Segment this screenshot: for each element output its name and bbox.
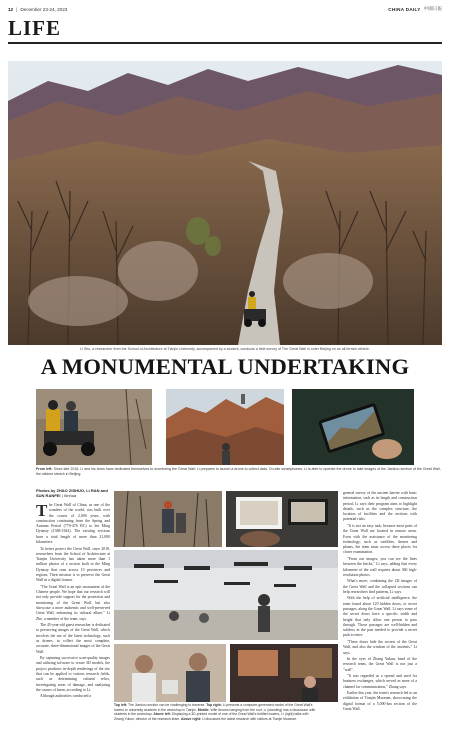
caption-text: With drones hanging from the roof, Li (standing) has a discussion with students in the workshop. bbox=[114, 707, 316, 717]
article-paragraph: With the help of artificial intelligence, the team found about 120 hidden doors, or secret passages, along the Great Wall. Li says some of the secret doors have a specific width and height that only allow one person to pass through. Those passages are well-hidden and soldiers in the past needed to provide a secret path to enter. bbox=[343, 596, 417, 638]
article-paragraph: Although authorities conducted a bbox=[40, 694, 92, 699]
photo-team-atv bbox=[36, 389, 152, 465]
section-rule bbox=[8, 42, 442, 44]
article-paragraph: general survey of the ancient barrier with basic information, such as its length and construction period, Li says their program aims to highlight details, such as the complex structure, the location of facilities and the sections with potential risks. bbox=[343, 491, 417, 522]
caption-text: Li presents a computer-generated model of the Great Wall's towers to university students in the workshop in Tianjin. bbox=[114, 703, 313, 712]
page-number: 12 bbox=[8, 6, 14, 12]
article-column-3 bbox=[343, 491, 417, 714]
masthead-chinese: 中國日報 bbox=[423, 6, 442, 11]
caption-lead: Above left: bbox=[153, 712, 171, 717]
caption-top-photos bbox=[36, 467, 444, 477]
caption-lead: From left: bbox=[36, 467, 53, 471]
caption-lead: Middle: bbox=[197, 707, 210, 712]
article-paragraph: "It is not an easy task, because most parts of the Great Wall are located in remote areas. Even with the assistance of the monitoring technology, such as satellites, drones and planes, the team must access these places for closer examination. bbox=[343, 523, 417, 555]
caption-lead: Top right: bbox=[206, 703, 222, 707]
drop-cap: T bbox=[36, 501, 48, 520]
header-separator: | bbox=[16, 6, 18, 12]
caption-lead: Top left: bbox=[114, 703, 128, 707]
photo-3d-printed-model bbox=[114, 644, 226, 702]
section-title: LIFE bbox=[8, 16, 62, 40]
article-paragraph: What's more, combining the 2D images of the Great Wall and the collapsed sections can help researchers find patterns, Li says. bbox=[343, 579, 417, 594]
article-paragraph: "From our images, you can see the lines between the bricks," Li says, adding that every kilometer of the wall requires about 360 high-resolution photos. bbox=[343, 556, 417, 577]
photo-computer-model bbox=[226, 491, 338, 547]
article-column-1 bbox=[36, 503, 110, 701]
headline: A MONUMENTAL UNDERTAKING bbox=[40, 354, 410, 379]
issue-date: December 23-24, 2023 bbox=[20, 6, 68, 12]
page-header bbox=[8, 4, 442, 14]
caption-text: The Jiankou section can be challenging to traverse. bbox=[127, 703, 206, 707]
caption-text: Displaying a 3D-printed model of one of the Great Wall's fortified towers, Li (right) talks with Zhang Yukun, director of the research team. bbox=[114, 712, 309, 721]
article-paragraph: In the eyes of Zhang Yukun, head of the research team, the Great Wall is not just a "wall". bbox=[343, 657, 417, 672]
article-paragraph: The 45-year-old guest researcher is dedicated to preserving images of the Great Wall, which involves the use of the latest technology, such as drones, to collect the most complete, accurate, three-dimensional images of the Great Wall. bbox=[36, 623, 110, 654]
paragraph-text: he Great Wall of China, as one of the wonders of the world, was built over the course of 2,000 years, with construction continuing from the Spring and Autumn Period (770-476 BC) to the Ming Dynasty (1368-1644). The existing sections have a total length of more than 21,000 kilometers. bbox=[36, 503, 110, 545]
photo-jiankou-traverse bbox=[114, 491, 222, 547]
hero-photo bbox=[8, 61, 442, 345]
article-paragraph bbox=[36, 503, 110, 545]
byline-agency: | Xinhua bbox=[61, 493, 77, 499]
caption-bottom-photos bbox=[114, 703, 319, 721]
article-paragraph: By capturing successive scan-quality images and utilizing software to create 3D models, the project produces in-depth renderings of the site that can be applied to various research fields, such as determining cultural relics, investigating areas of damage, and analyzing the causes of harm, according to Li. bbox=[36, 656, 110, 692]
article-paragraph: Earlier this year, the team's research led to an exhibition of Tianjin Museum, showcasing the digital format of a 5,000-km section of the Great Wall. bbox=[343, 691, 417, 712]
byline-credit: Photos by ZHAO ZISHUO, LI RAN and SUN RANFEI bbox=[36, 488, 108, 499]
photo-drone-launch bbox=[166, 389, 284, 465]
article-paragraph: "These doors hide the secrets of the Great Wall, and also the wisdom of the ancients," Li says. bbox=[343, 639, 417, 655]
photo-museum-visitors bbox=[230, 644, 338, 702]
photo-workshop-drones bbox=[114, 550, 338, 640]
caption-text: Since late 2018, Li and his team have dedicated themselves to monitoring the Great Wall; Li prepares to launch a drone to collect data. On-site smartphones, Li is able to operate the drone to take images of the Jiankou section of the Great Wall, the wildest stretch in Beijing. bbox=[36, 467, 441, 476]
article-paragraph: To better protect the Great Wall, since 2018, researchers from the School of Architecture at Tianjin University has taken more than 1 million photos of a section built in the Ming Dynasty that runs across 10 provinces and regions. Their mission is to preserve the Great Wall in a digital format. bbox=[36, 546, 110, 583]
caption-text: Li discusses the latest research with visitors at Tianjin Museum. bbox=[201, 716, 298, 721]
article-paragraph: "The Great Wall is an epic monument of the Chinese people. We hope that our research will not only provide support for the protection and monitoring of the Great Wall, but also showcase a more authentic and well-preserved Great Wall, enhancing its cultural allure," Li Zhe, a member of the team, says. bbox=[36, 584, 110, 621]
masthead: CHINA DAILY bbox=[388, 6, 421, 12]
caption-lead: Above right: bbox=[181, 716, 202, 721]
article-paragraph: "It was regarded as a spread and used for business exchanges, which served as more of a channel for communication," Zhang says. bbox=[343, 674, 417, 689]
byline bbox=[36, 488, 111, 498]
hero-caption: Li Shu, a researcher from the School of Architecture at Tianjin University, accompanied by a student, conducts a field survey of The Great Wall in outer Beijing on an all-terrain vehicle. bbox=[80, 347, 370, 351]
photo-phone-drone-view bbox=[292, 389, 414, 465]
